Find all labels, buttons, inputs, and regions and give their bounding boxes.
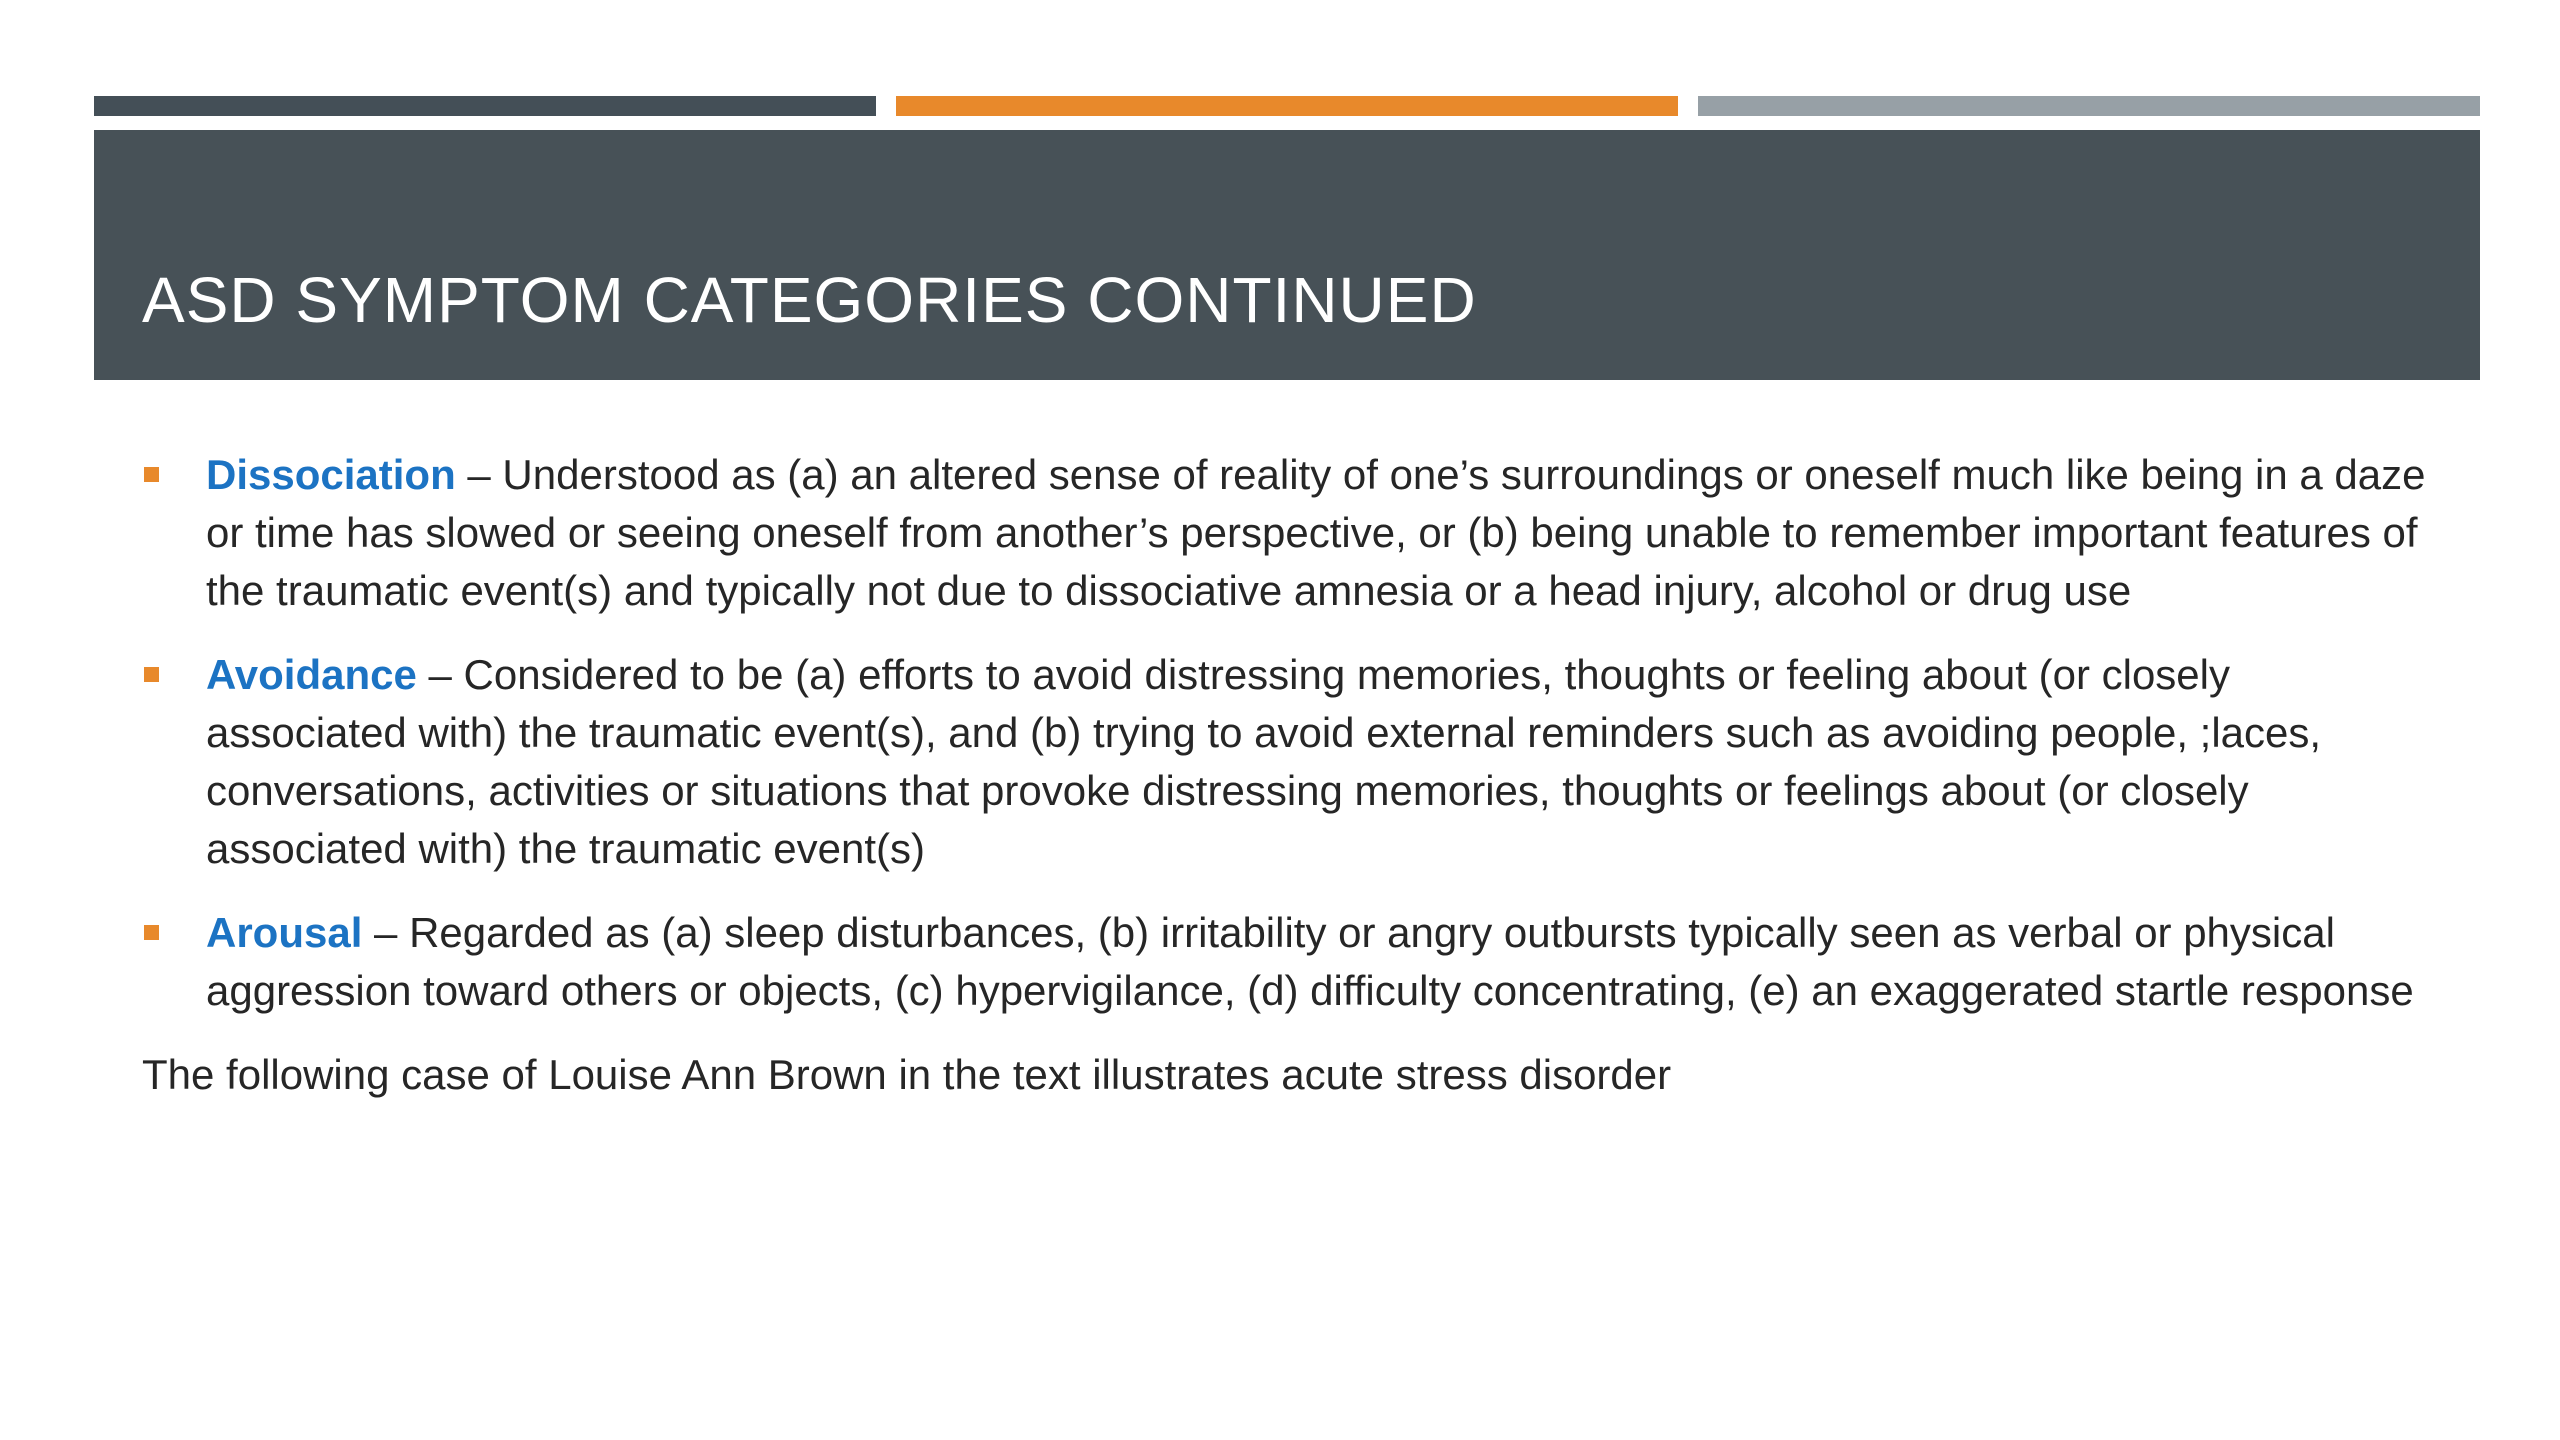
square-bullet-icon — [144, 925, 159, 940]
accent-bar-gray — [1698, 96, 2480, 116]
title-band — [94, 130, 2480, 380]
bullet-text: – Regarded as (a) sleep disturbances, (b) irritability or angry outbursts typically seen as verbal or physical aggression toward others or objects, (c) hypervigilance, (d) difficulty concentrating, (e) an exaggerated startle response — [206, 909, 2414, 1014]
bullet-text: – Understood as (a) an altered sense of reality of one’s surroundings or oneself much like being in a daze or time has slowed or seeing oneself from another’s perspective, or (b) being unable to remember important features of the traumatic event(s) and typically not due to dissociative amnesia or a head injury, alcohol or drug use — [206, 451, 2426, 614]
bullet-term: Dissociation — [206, 451, 456, 498]
bullet-text: – Considered to be (a) efforts to avoid distressing memories, thoughts or feeling about (or closely associated with) the traumatic event(s), and (b) trying to avoid external reminders such as avoiding people, ;laces, conversations, activities or situations that provoke distressing memories, thoughts or feelings about (or closely associated with) the traumatic event(s) — [206, 651, 2322, 872]
bullet-item-dissociation — [142, 446, 2442, 620]
accent-bar-dark — [94, 96, 876, 116]
bullet-item-arousal — [142, 904, 2442, 1020]
slide-content — [142, 446, 2442, 1104]
slide-title: ASD SYMPTOM CATEGORIES CONTINUED — [142, 264, 1477, 336]
bullet-term: Arousal — [206, 909, 363, 956]
accent-bar-orange — [896, 96, 1678, 116]
square-bullet-icon — [144, 467, 159, 482]
square-bullet-icon — [144, 667, 159, 682]
bullet-term: Avoidance — [206, 651, 417, 698]
closing-text: The following case of Louise Ann Brown in the text illustrates acute stress disorder — [142, 1051, 1672, 1098]
bullet-item-avoidance — [142, 646, 2442, 878]
